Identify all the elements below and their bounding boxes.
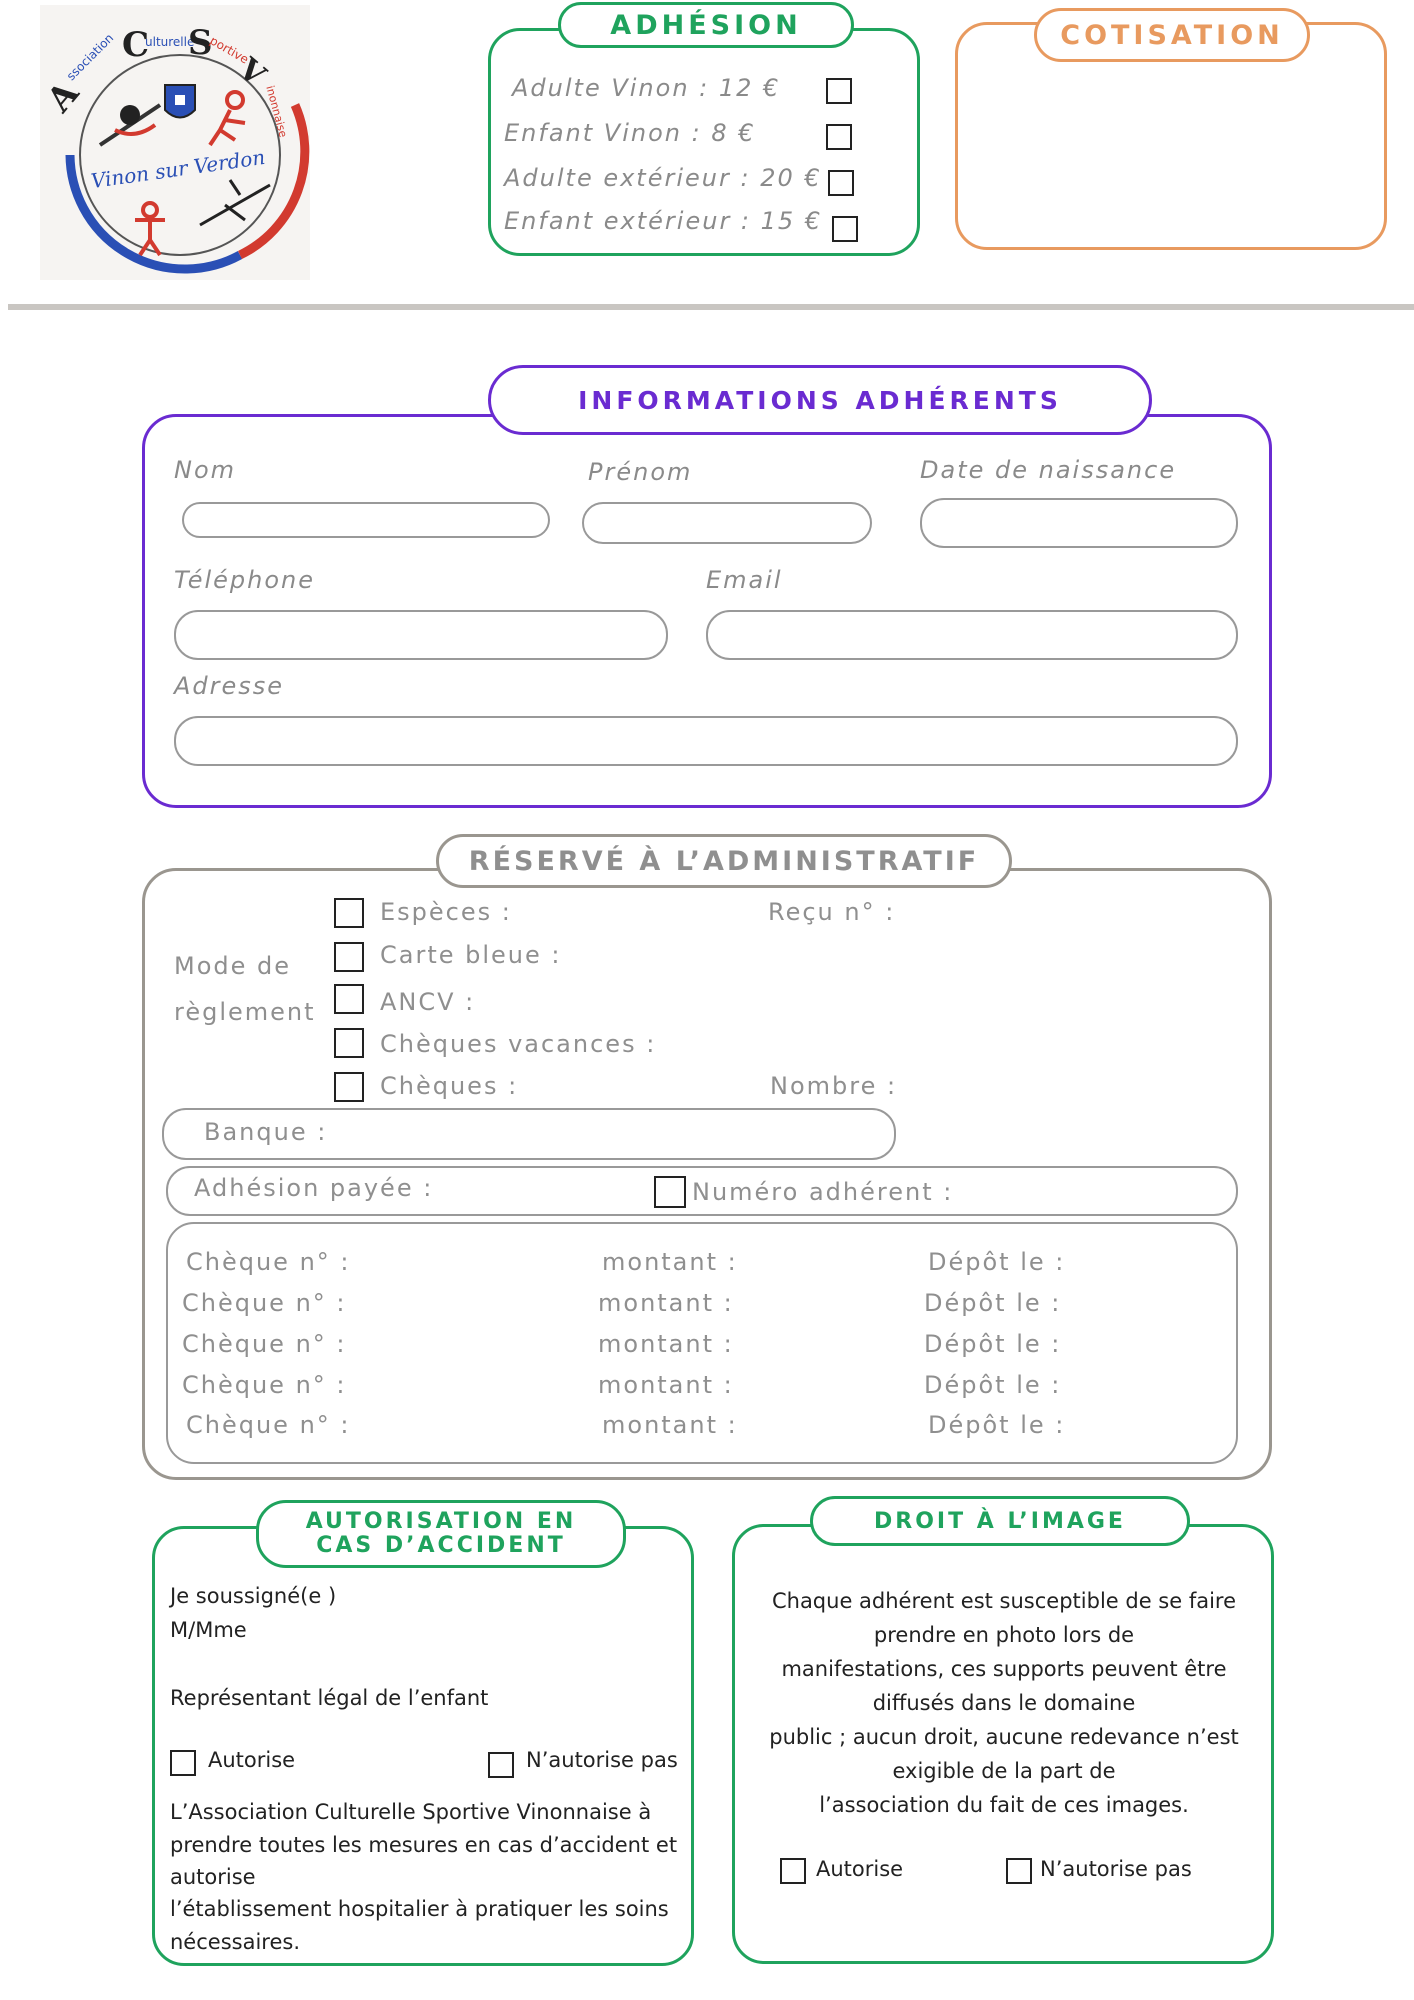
montant-label-4: montant : bbox=[598, 1371, 734, 1399]
montant-label-5: montant : bbox=[602, 1411, 738, 1439]
image-rights-text bbox=[744, 1584, 1264, 1822]
depot-label-5: Dépôt le : bbox=[928, 1411, 1066, 1439]
image-line-1: Chaque adhérent est susceptible de se faire bbox=[771, 1589, 1237, 1613]
accident-title bbox=[256, 1500, 626, 1568]
accident-title-line2: CAS D’ACCIDENT bbox=[316, 1533, 566, 1558]
logo-word-sportive: portive bbox=[207, 33, 252, 67]
image-autorise-label: Autorise bbox=[816, 1857, 904, 1881]
adhesion-option-2: Enfant Vinon : 8 € bbox=[504, 119, 756, 147]
mode-label-line1: Mode de bbox=[174, 952, 292, 980]
depot-label-4: Dépôt le : bbox=[924, 1371, 1062, 1399]
label-telephone: Téléphone bbox=[174, 566, 315, 594]
carte-bleue-label: Carte bleue : bbox=[380, 941, 562, 969]
banque-label: Banque : bbox=[204, 1118, 328, 1146]
cheques-vacances-label: Chèques vacances : bbox=[380, 1030, 657, 1058]
cheques-vacances-checkbox[interactable] bbox=[334, 1028, 364, 1058]
logo-word-culturelle: ulturelle bbox=[145, 35, 195, 49]
adhesion-checkbox-2[interactable] bbox=[826, 124, 852, 150]
image-rights-title: DROIT À L’IMAGE bbox=[810, 1496, 1190, 1546]
cheque-label-2: Chèque n° : bbox=[182, 1289, 347, 1317]
cheque-label-3: Chèque n° : bbox=[182, 1330, 347, 1358]
email-field[interactable] bbox=[706, 610, 1238, 660]
depot-label-1: Dépôt le : bbox=[928, 1248, 1066, 1276]
accident-line3: Représentant légal de l’enfant bbox=[170, 1686, 489, 1710]
ancv-checkbox[interactable] bbox=[334, 984, 364, 1014]
mode-label-line2: règlement bbox=[174, 998, 316, 1026]
carte-bleue-checkbox[interactable] bbox=[334, 942, 364, 972]
cheque-label-4: Chèque n° : bbox=[182, 1371, 347, 1399]
accident-title-line1: AUTORISATION EN bbox=[305, 1509, 577, 1534]
recu-label: Reçu n° : bbox=[768, 898, 896, 926]
cheques-checkbox[interactable] bbox=[334, 1072, 364, 1102]
image-line-4: diffusés dans le domaine bbox=[872, 1691, 1136, 1715]
especes-label: Espèces : bbox=[380, 898, 512, 926]
montant-label-3: montant : bbox=[598, 1330, 734, 1358]
logo-town-name: Vinon sur Verdon bbox=[89, 144, 267, 194]
accident-paragraph-5: nécessaires. bbox=[170, 1930, 300, 1954]
logo-letter-s: S bbox=[188, 23, 213, 63]
adresse-field[interactable] bbox=[174, 716, 1238, 766]
accident-line2: M/Mme bbox=[170, 1618, 247, 1642]
label-nom: Nom bbox=[174, 456, 237, 484]
image-line-5: public ; aucun droit, aucune redevance n’est bbox=[769, 1725, 1239, 1749]
image-line-7: l’association du fait de ces images. bbox=[819, 1793, 1189, 1817]
accident-paragraph-3: autorise bbox=[170, 1865, 256, 1889]
accident-paragraph-2: prendre toutes les mesures en cas d’accident et bbox=[170, 1833, 678, 1857]
accident-autorise-label: Autorise bbox=[208, 1748, 296, 1772]
nom-field[interactable] bbox=[182, 502, 550, 538]
logo-word-association: ssociation bbox=[63, 30, 117, 84]
logo-letter-c: C bbox=[122, 25, 150, 65]
montant-label-1: montant : bbox=[602, 1248, 738, 1276]
label-naissance: Date de naissance bbox=[920, 456, 1177, 484]
naissance-field[interactable] bbox=[920, 498, 1238, 548]
image-line-3: manifestations, ces supports peuvent être bbox=[781, 1657, 1227, 1681]
accident-paragraph-4: l’établissement hospitalier à pratiquer les soins bbox=[170, 1897, 669, 1921]
cheque-label-1: Chèque n° : bbox=[186, 1248, 351, 1276]
accident-line1: Je soussigné(e ) bbox=[170, 1584, 337, 1608]
prenom-field[interactable] bbox=[582, 502, 872, 544]
cheque-label-5: Chèque n° : bbox=[186, 1411, 351, 1439]
association-logo bbox=[40, 5, 310, 280]
especes-checkbox[interactable] bbox=[334, 898, 364, 928]
cotisation-title: COTISATION bbox=[1034, 8, 1310, 62]
label-adresse: Adresse bbox=[174, 672, 285, 700]
adhesion-option-4: Enfant extérieur : 15 € bbox=[504, 207, 823, 235]
image-nautorise-label: N’autorise pas bbox=[1040, 1857, 1192, 1881]
coat-of-arms-icon bbox=[165, 85, 195, 118]
accident-nautorise-label: N’autorise pas bbox=[526, 1748, 678, 1772]
logo-word-vinonnaise: inonnaise bbox=[263, 84, 290, 139]
nombre-label: Nombre : bbox=[770, 1072, 898, 1100]
numero-adherent-label: Numéro adhérent : bbox=[692, 1178, 954, 1206]
logo-letter-v: V bbox=[231, 51, 272, 94]
depot-label-3: Dépôt le : bbox=[924, 1330, 1062, 1358]
depot-label-2: Dépôt le : bbox=[924, 1289, 1062, 1317]
adhesion-option-1: Adulte Vinon : 12 € bbox=[512, 74, 781, 102]
adhesion-checkbox-3[interactable] bbox=[828, 170, 854, 196]
admin-title: RÉSERVÉ À L’ADMINISTRATIF bbox=[436, 834, 1012, 888]
logo-letter-a: A bbox=[39, 74, 87, 120]
image-line-2: prendre en photo lors de bbox=[873, 1623, 1135, 1647]
accident-paragraph-1: L’Association Culturelle Sportive Vinonnaise à bbox=[170, 1800, 652, 1824]
label-email: Email bbox=[706, 566, 783, 594]
adhesion-title: ADHÉSION bbox=[558, 2, 854, 48]
telephone-field[interactable] bbox=[174, 610, 668, 660]
ancv-label: ANCV : bbox=[380, 988, 476, 1016]
info-title: INFORMATIONS ADHÉRENTS bbox=[488, 365, 1152, 435]
adhesion-checkbox-1[interactable] bbox=[826, 78, 852, 104]
montant-label-2: montant : bbox=[598, 1289, 734, 1317]
image-line-6: exigible de la part de bbox=[892, 1759, 1116, 1783]
image-autorise-checkbox[interactable] bbox=[780, 1858, 806, 1884]
accident-autorise-checkbox[interactable] bbox=[170, 1750, 196, 1776]
accident-nautorise-checkbox[interactable] bbox=[488, 1752, 514, 1778]
label-prenom: Prénom bbox=[588, 458, 693, 486]
image-nautorise-checkbox[interactable] bbox=[1006, 1858, 1032, 1884]
adhesion-payee-checkbox[interactable] bbox=[654, 1176, 686, 1208]
adhesion-option-3: Adulte extérieur : 20 € bbox=[504, 164, 822, 192]
adhesion-payee-label: Adhésion payée : bbox=[194, 1174, 434, 1202]
cheques-label: Chèques : bbox=[380, 1072, 519, 1100]
header-divider bbox=[8, 304, 1414, 310]
adhesion-checkbox-4[interactable] bbox=[832, 216, 858, 242]
